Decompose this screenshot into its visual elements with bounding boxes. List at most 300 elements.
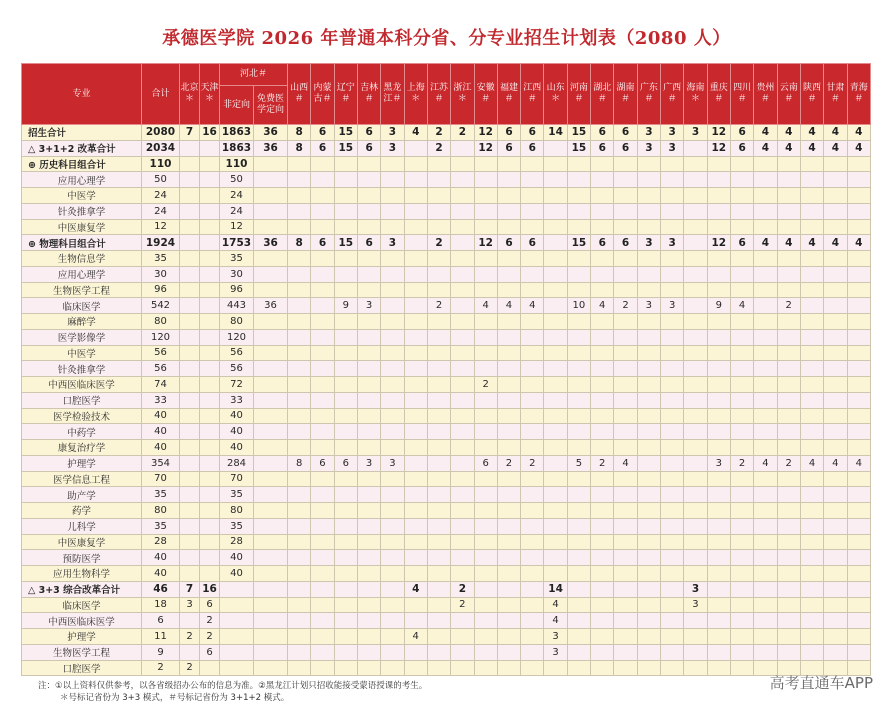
quota-cell bbox=[707, 345, 730, 361]
quota-cell bbox=[567, 282, 590, 298]
quota-cell bbox=[451, 660, 474, 676]
quota-cell bbox=[637, 392, 660, 408]
quota-cell: 2 bbox=[521, 455, 544, 471]
quota-cell: 40 bbox=[220, 440, 254, 456]
quota-cell bbox=[497, 518, 520, 534]
quota-cell bbox=[661, 251, 684, 267]
quota-cell: 3 bbox=[544, 644, 567, 660]
quota-cell bbox=[311, 487, 334, 503]
quota-cell bbox=[847, 251, 870, 267]
quota-cell: 70 bbox=[220, 471, 254, 487]
quota-cell: 9 bbox=[707, 298, 730, 314]
table-row bbox=[22, 629, 871, 645]
quota-cell bbox=[288, 440, 311, 456]
quota-cell: 4 bbox=[824, 140, 847, 156]
quota-cell bbox=[357, 566, 380, 582]
quota-cell bbox=[180, 361, 200, 377]
quota-cell bbox=[684, 251, 707, 267]
quota-cell: 30 bbox=[220, 266, 254, 282]
quota-cell bbox=[824, 408, 847, 424]
quota-cell bbox=[521, 377, 544, 393]
quota-cell bbox=[777, 314, 800, 330]
quota-cell bbox=[521, 660, 544, 676]
quota-cell: 15 bbox=[567, 235, 590, 251]
quota-cell bbox=[381, 613, 404, 629]
quota-cell: 3 bbox=[381, 455, 404, 471]
quota-cell: 6 bbox=[591, 235, 614, 251]
quota-cell bbox=[200, 392, 220, 408]
quota-cell: 4 bbox=[824, 455, 847, 471]
quota-cell bbox=[754, 581, 777, 597]
quota-cell: 40 bbox=[220, 424, 254, 440]
quota-cell bbox=[800, 550, 823, 566]
quota-cell bbox=[637, 644, 660, 660]
quota-cell bbox=[451, 566, 474, 582]
quota-cell bbox=[497, 660, 520, 676]
quota-cell bbox=[381, 377, 404, 393]
table-row bbox=[22, 550, 871, 566]
quota-cell bbox=[288, 314, 311, 330]
quota-cell bbox=[661, 282, 684, 298]
quota-cell bbox=[800, 518, 823, 534]
quota-cell bbox=[567, 377, 590, 393]
quota-cell bbox=[707, 156, 730, 172]
table-row bbox=[22, 188, 871, 204]
quota-cell bbox=[847, 377, 870, 393]
quota-cell bbox=[200, 140, 220, 156]
quota-cell: 6 bbox=[311, 125, 334, 141]
quota-cell: 6 bbox=[311, 455, 334, 471]
quota-cell bbox=[707, 487, 730, 503]
quota-cell bbox=[567, 203, 590, 219]
header-province: 安徽＃ bbox=[474, 64, 497, 125]
quota-cell bbox=[180, 156, 200, 172]
total-cell: 28 bbox=[142, 534, 180, 550]
quota-cell: 2 bbox=[777, 298, 800, 314]
quota-cell bbox=[637, 408, 660, 424]
quota-cell bbox=[334, 251, 357, 267]
quota-cell bbox=[334, 440, 357, 456]
quota-cell bbox=[311, 251, 334, 267]
quota-cell bbox=[288, 219, 311, 235]
quota-cell bbox=[357, 644, 380, 660]
quota-cell bbox=[427, 377, 450, 393]
quota-cell: 3 bbox=[180, 597, 200, 613]
quota-cell bbox=[591, 266, 614, 282]
quota-cell bbox=[800, 629, 823, 645]
quota-cell: 4 bbox=[754, 125, 777, 141]
quota-cell bbox=[544, 440, 567, 456]
quota-cell bbox=[311, 188, 334, 204]
quota-cell bbox=[824, 266, 847, 282]
table-row bbox=[22, 266, 871, 282]
quota-cell bbox=[567, 392, 590, 408]
quota-cell bbox=[637, 503, 660, 519]
quota-cell bbox=[684, 550, 707, 566]
quota-cell bbox=[567, 597, 590, 613]
quota-cell bbox=[544, 203, 567, 219]
quota-cell bbox=[254, 455, 288, 471]
quota-cell bbox=[591, 471, 614, 487]
quota-cell bbox=[684, 361, 707, 377]
quota-cell bbox=[777, 329, 800, 345]
quota-cell bbox=[800, 534, 823, 550]
quota-cell: 4 bbox=[614, 455, 637, 471]
major-name-cell: 中西医临床医学 bbox=[22, 377, 142, 393]
quota-cell bbox=[614, 629, 637, 645]
quota-cell bbox=[800, 188, 823, 204]
quota-cell bbox=[661, 424, 684, 440]
quota-cell bbox=[684, 503, 707, 519]
quota-cell bbox=[847, 471, 870, 487]
quota-cell: 8 bbox=[288, 125, 311, 141]
header-province: 福建＃ bbox=[497, 64, 520, 125]
quota-cell bbox=[707, 203, 730, 219]
quota-cell bbox=[200, 566, 220, 582]
quota-cell bbox=[730, 644, 753, 660]
quota-cell bbox=[591, 518, 614, 534]
quota-cell bbox=[591, 613, 614, 629]
quota-cell bbox=[614, 251, 637, 267]
quota-cell bbox=[474, 172, 497, 188]
quota-cell bbox=[707, 251, 730, 267]
table-row bbox=[22, 361, 871, 377]
quota-cell bbox=[591, 660, 614, 676]
quota-cell bbox=[730, 361, 753, 377]
quota-cell bbox=[567, 329, 590, 345]
quota-cell bbox=[637, 345, 660, 361]
quota-cell bbox=[730, 219, 753, 235]
quota-cell bbox=[180, 140, 200, 156]
quota-cell bbox=[521, 251, 544, 267]
quota-cell bbox=[777, 172, 800, 188]
quota-cell bbox=[637, 188, 660, 204]
major-name-cell: 生物信息学 bbox=[22, 251, 142, 267]
quota-cell bbox=[800, 345, 823, 361]
quota-cell bbox=[427, 644, 450, 660]
table-row bbox=[22, 219, 871, 235]
quota-cell bbox=[591, 282, 614, 298]
quota-cell: 4 bbox=[847, 455, 870, 471]
header-province: 黑龙江＃ bbox=[381, 64, 404, 125]
quota-cell bbox=[180, 408, 200, 424]
quota-cell bbox=[777, 219, 800, 235]
quota-cell: 6 bbox=[591, 125, 614, 141]
quota-cell bbox=[684, 203, 707, 219]
quota-cell bbox=[474, 440, 497, 456]
quota-cell: 96 bbox=[220, 282, 254, 298]
quota-cell bbox=[614, 408, 637, 424]
quota-cell: 3 bbox=[357, 298, 380, 314]
quota-cell bbox=[824, 518, 847, 534]
quota-cell: 4 bbox=[800, 235, 823, 251]
quota-cell bbox=[684, 455, 707, 471]
header-province: 甘肃＃ bbox=[824, 64, 847, 125]
quota-cell bbox=[311, 329, 334, 345]
quota-cell bbox=[730, 172, 753, 188]
quota-cell: 6 bbox=[614, 140, 637, 156]
table-row bbox=[22, 282, 871, 298]
quota-cell bbox=[637, 566, 660, 582]
quota-cell bbox=[404, 156, 427, 172]
quota-cell bbox=[800, 581, 823, 597]
quota-cell bbox=[404, 188, 427, 204]
quota-cell bbox=[521, 329, 544, 345]
quota-cell bbox=[381, 266, 404, 282]
quota-cell bbox=[754, 566, 777, 582]
quota-cell bbox=[684, 471, 707, 487]
quota-cell: 35 bbox=[220, 487, 254, 503]
quota-cell bbox=[288, 377, 311, 393]
quota-cell bbox=[474, 518, 497, 534]
major-name-cell: 生物医学工程 bbox=[22, 644, 142, 660]
header-province: 辽宁＃ bbox=[334, 64, 357, 125]
quota-cell bbox=[800, 440, 823, 456]
quota-cell bbox=[637, 613, 660, 629]
quota-cell bbox=[200, 550, 220, 566]
quota-cell bbox=[847, 629, 870, 645]
quota-cell bbox=[684, 345, 707, 361]
quota-cell bbox=[427, 660, 450, 676]
quota-cell bbox=[427, 597, 450, 613]
quota-cell bbox=[591, 203, 614, 219]
quota-cell: 4 bbox=[800, 455, 823, 471]
quota-cell bbox=[684, 298, 707, 314]
table-row bbox=[22, 156, 871, 172]
quota-cell bbox=[800, 329, 823, 345]
quota-cell bbox=[427, 550, 450, 566]
quota-cell bbox=[567, 534, 590, 550]
quota-cell: 1753 bbox=[220, 235, 254, 251]
quota-cell bbox=[254, 487, 288, 503]
quota-cell bbox=[427, 282, 450, 298]
quota-cell bbox=[847, 392, 870, 408]
quota-cell bbox=[474, 550, 497, 566]
table-row bbox=[22, 644, 871, 660]
quota-cell bbox=[381, 597, 404, 613]
quota-cell bbox=[497, 172, 520, 188]
quota-cell bbox=[357, 613, 380, 629]
quota-cell bbox=[544, 314, 567, 330]
quota-cell bbox=[754, 440, 777, 456]
major-name-cell: 招生合计 bbox=[22, 125, 142, 141]
major-name-cell: 口腔医学 bbox=[22, 660, 142, 676]
major-name-cell: 临床医学 bbox=[22, 597, 142, 613]
quota-cell bbox=[567, 613, 590, 629]
quota-cell bbox=[254, 613, 288, 629]
quota-cell bbox=[637, 424, 660, 440]
quota-cell bbox=[200, 172, 220, 188]
quota-cell: 3 bbox=[637, 125, 660, 141]
quota-cell bbox=[381, 282, 404, 298]
quota-cell: 4 bbox=[404, 629, 427, 645]
quota-cell bbox=[288, 392, 311, 408]
header-hebei: 河北＃ bbox=[220, 64, 288, 86]
quota-cell bbox=[637, 660, 660, 676]
quota-cell: 14 bbox=[544, 581, 567, 597]
quota-cell bbox=[200, 345, 220, 361]
quota-cell bbox=[288, 566, 311, 582]
quota-cell: 6 bbox=[614, 235, 637, 251]
quota-cell bbox=[474, 471, 497, 487]
quota-cell bbox=[254, 251, 288, 267]
quota-cell bbox=[404, 235, 427, 251]
quota-cell bbox=[334, 566, 357, 582]
quota-cell bbox=[381, 392, 404, 408]
quota-cell: 3 bbox=[684, 125, 707, 141]
quota-cell bbox=[451, 455, 474, 471]
quota-cell bbox=[684, 314, 707, 330]
total-cell: 12 bbox=[142, 219, 180, 235]
quota-cell bbox=[661, 172, 684, 188]
quota-cell bbox=[357, 219, 380, 235]
quota-cell bbox=[544, 172, 567, 188]
quota-cell bbox=[381, 203, 404, 219]
quota-cell bbox=[180, 566, 200, 582]
header-province: 云南＃ bbox=[777, 64, 800, 125]
quota-cell: 7 bbox=[180, 581, 200, 597]
table-row bbox=[22, 235, 871, 251]
table-body bbox=[22, 125, 871, 676]
quota-cell bbox=[591, 392, 614, 408]
quota-cell bbox=[254, 518, 288, 534]
quota-cell bbox=[661, 314, 684, 330]
quota-cell bbox=[824, 487, 847, 503]
quota-cell bbox=[200, 534, 220, 550]
quota-cell bbox=[311, 613, 334, 629]
quota-cell bbox=[707, 613, 730, 629]
quota-cell: 4 bbox=[474, 298, 497, 314]
quota-cell bbox=[254, 424, 288, 440]
quota-cell bbox=[824, 329, 847, 345]
quota-cell bbox=[824, 172, 847, 188]
quota-cell bbox=[288, 203, 311, 219]
quota-cell bbox=[614, 597, 637, 613]
total-cell: 2034 bbox=[142, 140, 180, 156]
quota-cell: 15 bbox=[567, 140, 590, 156]
quota-cell bbox=[334, 487, 357, 503]
quota-cell bbox=[357, 424, 380, 440]
quota-cell: 4 bbox=[824, 125, 847, 141]
quota-cell bbox=[730, 408, 753, 424]
header-province: 陕西＃ bbox=[800, 64, 823, 125]
quota-cell bbox=[404, 345, 427, 361]
quota-cell: 2 bbox=[427, 235, 450, 251]
quota-cell bbox=[180, 172, 200, 188]
quota-cell: 36 bbox=[254, 235, 288, 251]
header-major: 专业 bbox=[22, 64, 142, 125]
quota-cell bbox=[427, 314, 450, 330]
quota-cell bbox=[777, 566, 800, 582]
quota-cell bbox=[614, 172, 637, 188]
quota-cell bbox=[567, 471, 590, 487]
quota-cell bbox=[754, 219, 777, 235]
major-name-cell: ⊕ 物理科目组合计 bbox=[22, 235, 142, 251]
quota-cell bbox=[754, 203, 777, 219]
page-title: 承德医学院 2026 年普通本科分省、分专业招生计划表（2080 人） bbox=[162, 28, 731, 49]
quota-cell bbox=[381, 314, 404, 330]
quota-cell: 2 bbox=[451, 597, 474, 613]
quota-cell bbox=[684, 377, 707, 393]
quota-cell bbox=[661, 203, 684, 219]
quota-cell bbox=[357, 203, 380, 219]
quota-cell bbox=[730, 282, 753, 298]
quota-cell bbox=[661, 550, 684, 566]
quota-cell: 1863 bbox=[220, 125, 254, 141]
quota-cell bbox=[521, 566, 544, 582]
quota-cell bbox=[661, 644, 684, 660]
quota-cell bbox=[427, 361, 450, 377]
quota-cell bbox=[404, 660, 427, 676]
quota-cell bbox=[684, 392, 707, 408]
quota-cell bbox=[777, 471, 800, 487]
quota-cell bbox=[754, 503, 777, 519]
quota-cell bbox=[427, 329, 450, 345]
quota-cell bbox=[497, 440, 520, 456]
quota-cell bbox=[544, 518, 567, 534]
quota-cell bbox=[730, 613, 753, 629]
quota-cell bbox=[497, 581, 520, 597]
quota-cell bbox=[614, 392, 637, 408]
quota-cell: 4 bbox=[591, 298, 614, 314]
quota-cell bbox=[684, 613, 707, 629]
quota-cell bbox=[357, 172, 380, 188]
quota-cell bbox=[567, 314, 590, 330]
quota-cell bbox=[357, 329, 380, 345]
quota-cell bbox=[730, 377, 753, 393]
quota-cell bbox=[357, 597, 380, 613]
quota-cell bbox=[427, 534, 450, 550]
quota-cell bbox=[288, 581, 311, 597]
quota-cell bbox=[200, 235, 220, 251]
header-province: 湖北＃ bbox=[591, 64, 614, 125]
quota-cell bbox=[521, 629, 544, 645]
quota-cell bbox=[254, 440, 288, 456]
quota-cell bbox=[497, 597, 520, 613]
quota-cell bbox=[180, 203, 200, 219]
total-cell: 6 bbox=[142, 613, 180, 629]
quota-cell bbox=[404, 140, 427, 156]
header-province: 湖南＃ bbox=[614, 64, 637, 125]
quota-cell bbox=[614, 613, 637, 629]
quota-cell bbox=[311, 440, 334, 456]
quota-cell bbox=[661, 518, 684, 534]
quota-cell bbox=[404, 424, 427, 440]
quota-cell bbox=[451, 424, 474, 440]
quota-cell bbox=[591, 503, 614, 519]
quota-cell bbox=[614, 550, 637, 566]
quota-cell bbox=[180, 503, 200, 519]
quota-cell bbox=[334, 361, 357, 377]
quota-cell bbox=[497, 314, 520, 330]
quota-cell bbox=[334, 392, 357, 408]
quota-cell bbox=[777, 282, 800, 298]
quota-cell bbox=[311, 660, 334, 676]
quota-cell: 3 bbox=[684, 597, 707, 613]
quota-cell bbox=[311, 282, 334, 298]
quota-cell bbox=[777, 550, 800, 566]
quota-cell bbox=[777, 188, 800, 204]
quota-cell bbox=[451, 188, 474, 204]
quota-cell bbox=[311, 314, 334, 330]
quota-cell bbox=[777, 597, 800, 613]
quota-cell bbox=[777, 487, 800, 503]
quota-cell bbox=[754, 156, 777, 172]
table-row bbox=[22, 329, 871, 345]
quota-cell bbox=[637, 329, 660, 345]
quota-cell: 24 bbox=[220, 188, 254, 204]
quota-cell: 56 bbox=[220, 345, 254, 361]
